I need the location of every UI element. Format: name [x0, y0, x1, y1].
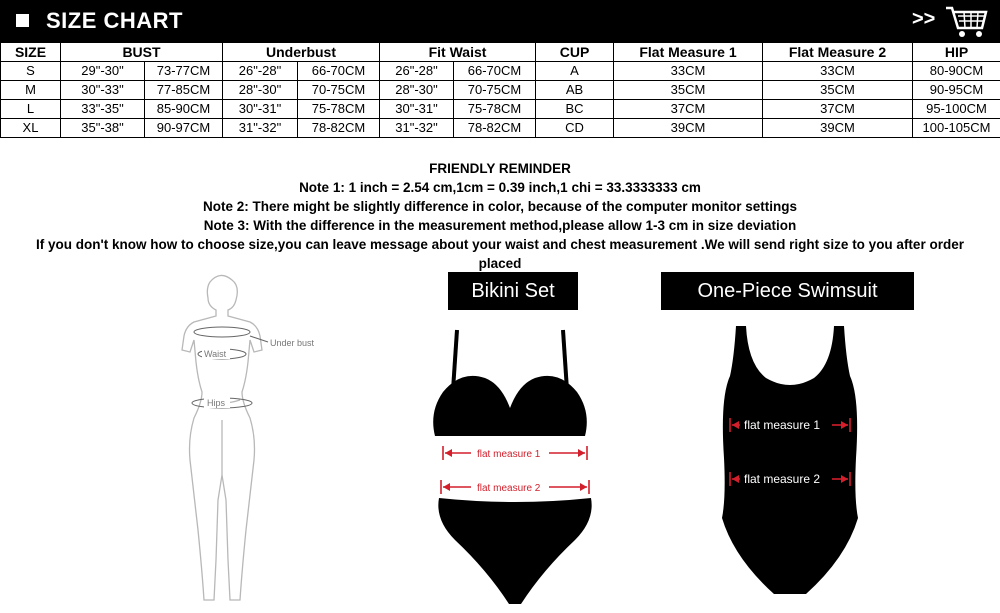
table-cell: 28"-30": [380, 81, 454, 100]
table-cell: CD: [536, 119, 614, 138]
cart-icon: [944, 2, 988, 40]
table-cell: 30"-31": [223, 100, 298, 119]
table-cell: 80-90CM: [913, 62, 1000, 81]
table-cell: 37CM: [614, 100, 763, 119]
reminder-heading: FRIENDLY REMINDER: [429, 161, 571, 176]
table-cell: 75-78CM: [298, 100, 380, 119]
header-underbust: Underbust: [223, 43, 380, 62]
table-cell: 70-75CM: [298, 81, 380, 100]
page-title: SIZE CHART: [46, 8, 183, 33]
table-cell: 31"-32": [223, 119, 298, 138]
table-cell: L: [1, 100, 61, 119]
table-cell: 29"-30": [61, 62, 145, 81]
bikini-set-diagram: [425, 320, 605, 612]
header-cup: CUP: [536, 43, 614, 62]
table-cell: 35CM: [763, 81, 913, 100]
table-cell: 26"-28": [223, 62, 298, 81]
table-cell: 66-70CM: [298, 62, 380, 81]
one-piece-measure-2-label: flat measure 2: [744, 472, 821, 486]
body-figure-diagram: [150, 270, 315, 613]
note-2: Note 2: There might be slightly difference in color, because of the computer monitor settings: [202, 199, 798, 214]
table-cell: 95-100CM: [913, 100, 1000, 119]
table-cell: AB: [536, 81, 614, 100]
table-cell: 90-95CM: [913, 81, 1000, 100]
table-cell: 90-97CM: [145, 119, 223, 138]
table-row: [1, 119, 1000, 138]
table-cell: XL: [1, 119, 61, 138]
header-fit-waist: Fit Waist: [380, 43, 536, 62]
table-cell: 31"-32": [380, 119, 454, 138]
table-cell: 35"-38": [61, 119, 145, 138]
table-cell: 33"-35": [61, 100, 145, 119]
size-table: [0, 42, 1000, 138]
one-piece-measure-1-label: flat measure 1: [744, 418, 821, 432]
header-size: SIZE: [1, 43, 61, 62]
header-flat-measure-2: Flat Measure 2: [763, 43, 913, 62]
table-cell: 85-90CM: [145, 100, 223, 119]
hips-label: Hips: [207, 398, 226, 408]
bikini-measure-1-label: flat measure 1: [477, 449, 541, 460]
bikini-set-label: Bikini Set: [448, 272, 578, 310]
arrows-label: >>: [912, 8, 936, 30]
table-cell: A: [536, 62, 614, 81]
header-bust: BUST: [61, 43, 223, 62]
table-row: [1, 81, 1000, 100]
table-cell: 35CM: [614, 81, 763, 100]
table-cell: 37CM: [763, 100, 913, 119]
table-header-row: [1, 43, 1000, 62]
table-cell: 75-78CM: [454, 100, 536, 119]
table-cell: 33CM: [763, 62, 913, 81]
table-cell: 70-75CM: [454, 81, 536, 100]
table-cell: M: [1, 81, 61, 100]
waist-label: Waist: [204, 349, 227, 359]
friendly-reminder: [0, 159, 1000, 273]
table-cell: 66-70CM: [454, 62, 536, 81]
bikini-measure-2-label: flat measure 2: [477, 483, 541, 494]
message-line-1: If you don't know how to choose size,you can leave message about your waist and chest measurement .We will send right size to you after order: [36, 237, 964, 252]
table-cell: 78-82CM: [298, 119, 380, 138]
table-cell: 30"-33": [61, 81, 145, 100]
one-piece-label: One-Piece Swimsuit: [661, 272, 914, 310]
table-cell: 26"-28": [380, 62, 454, 81]
table-cell: 39CM: [763, 119, 913, 138]
table-cell: 78-82CM: [454, 119, 536, 138]
under-bust-label: Under bust: [270, 338, 315, 348]
table-cell: 30"-31": [380, 100, 454, 119]
table-cell: 33CM: [614, 62, 763, 81]
table-row: [1, 100, 1000, 119]
table-cell: S: [1, 62, 61, 81]
table-cell: 39CM: [614, 119, 763, 138]
one-piece-diagram: [710, 318, 870, 613]
table-cell: 100-105CM: [913, 119, 1000, 138]
header-flat-measure-1: Flat Measure 1: [614, 43, 763, 62]
note-3: Note 3: With the difference in the measurement method,please allow 1-3 cm in size deviation: [203, 218, 797, 233]
table-cell: BC: [536, 100, 614, 119]
table-cell: 73-77CM: [145, 62, 223, 81]
table-cell: 28"-30": [223, 81, 298, 100]
table-cell: 77-85CM: [145, 81, 223, 100]
message-line-2: placed: [478, 256, 522, 271]
note-1: Note 1: 1 inch = 2.54 cm,1cm = 0.39 inch,1 chi = 33.3333333 cm: [299, 180, 701, 195]
header-hip: HIP: [913, 43, 1000, 62]
table-row: [1, 62, 1000, 81]
size-chart-header: [0, 0, 1000, 42]
square-icon: [16, 14, 29, 27]
